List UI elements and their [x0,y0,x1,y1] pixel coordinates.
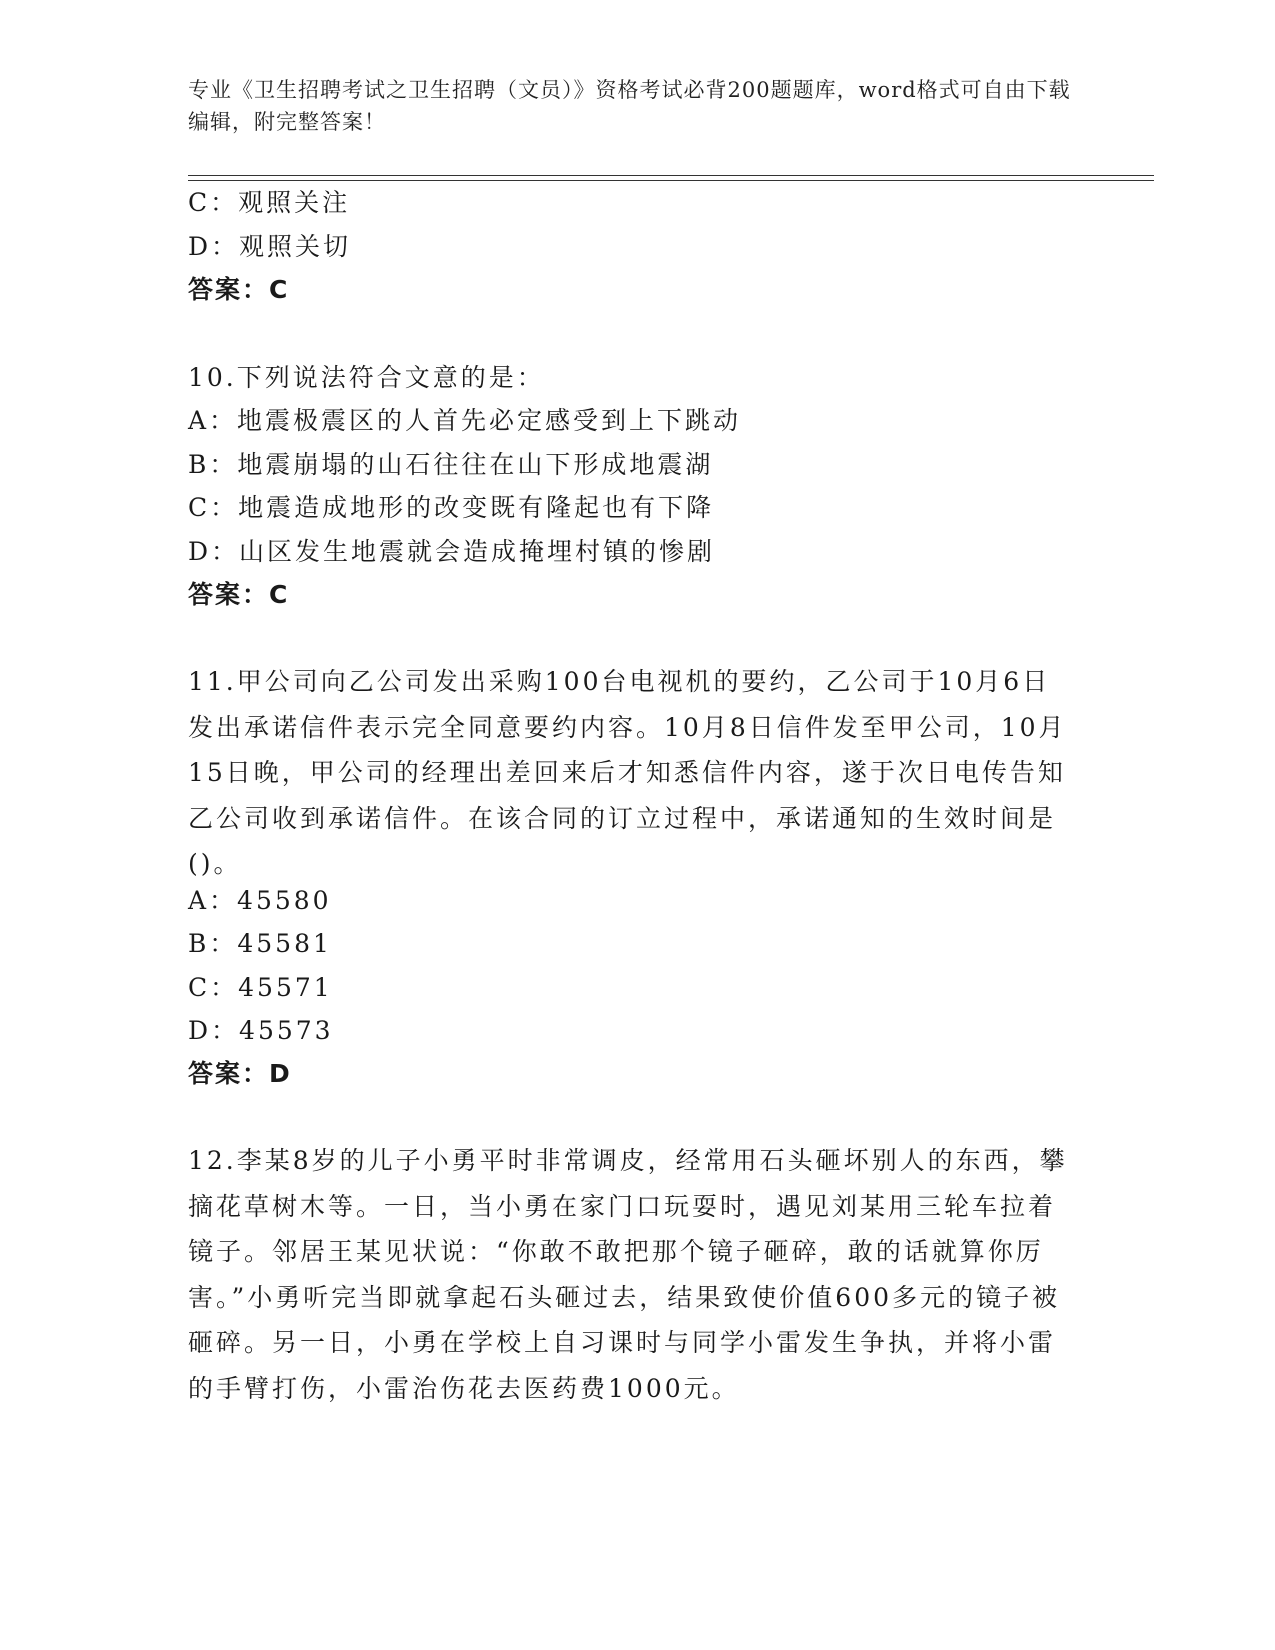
q11-option-d: D：45573 [188,1016,334,1045]
q9-option-d: D：观照关切 [188,232,352,261]
q9-answer: 答案：C [188,275,290,304]
document-header: 专业《卫生招聘考试之卫生招聘（文员）》资格考试必背200题题库，word格式可自由下载编辑，附完整答案！ [188,78,1071,134]
q11-option-c: C：45571 [188,973,333,1002]
q11-answer: 答案：D [188,1059,292,1088]
q12-stem: 12.李某8岁的儿子小勇平时非常调皮，经常用石头砸坏别人的东西，攀摘花草树木等。一日，当小勇在家门口玩耍时，遇见刘某用三轮车拉着镜子。邻居王某见状说：“你敢不敢把那个镜子砸碎，敢的话就算你厉害。”小勇听完当即就拿起石头砸过去，结果致使价值600多元的镜子被砸碎。另一日，小勇在学校上自习课时与同学小雷发生争执，并将小雷的手臂打伤，小雷治伤花去医药费1000元。 [188,1146,1068,1403]
q11-stem: 11.甲公司向乙公司发出采购100台电视机的要约，乙公司于10月6日发出承诺信件表示完全同意要约内容。10月8日信件发至甲公司，10月15日晚，甲公司的经理出差回来后才知悉信件内容，遂于次日电传告知乙公司收到承诺信件。在该合同的订立过程中，承诺通知的生效时间是()。 [188,667,1067,878]
header-rule-bottom [188,180,1154,181]
q10-answer: 答案：C [188,580,290,609]
q10-option-c: C：地震造成地形的改变既有隆起也有下降 [188,493,715,522]
q10-stem: 10.下列说法符合文意的是： [188,363,545,392]
q11-option-a: A：45580 [188,886,332,915]
q10-option-a: A：地震极震区的人首先必定感受到上下跳动 [188,406,742,435]
q10-option-d: D：山区发生地震就会造成掩埋村镇的惨剧 [188,537,716,566]
q9-option-c: C：观照关注 [188,188,351,217]
q10-option-b: B：地震崩塌的山石往往在山下形成地震湖 [188,450,714,479]
header-rule-top [188,175,1154,176]
q11-option-b: B：45581 [188,929,332,958]
